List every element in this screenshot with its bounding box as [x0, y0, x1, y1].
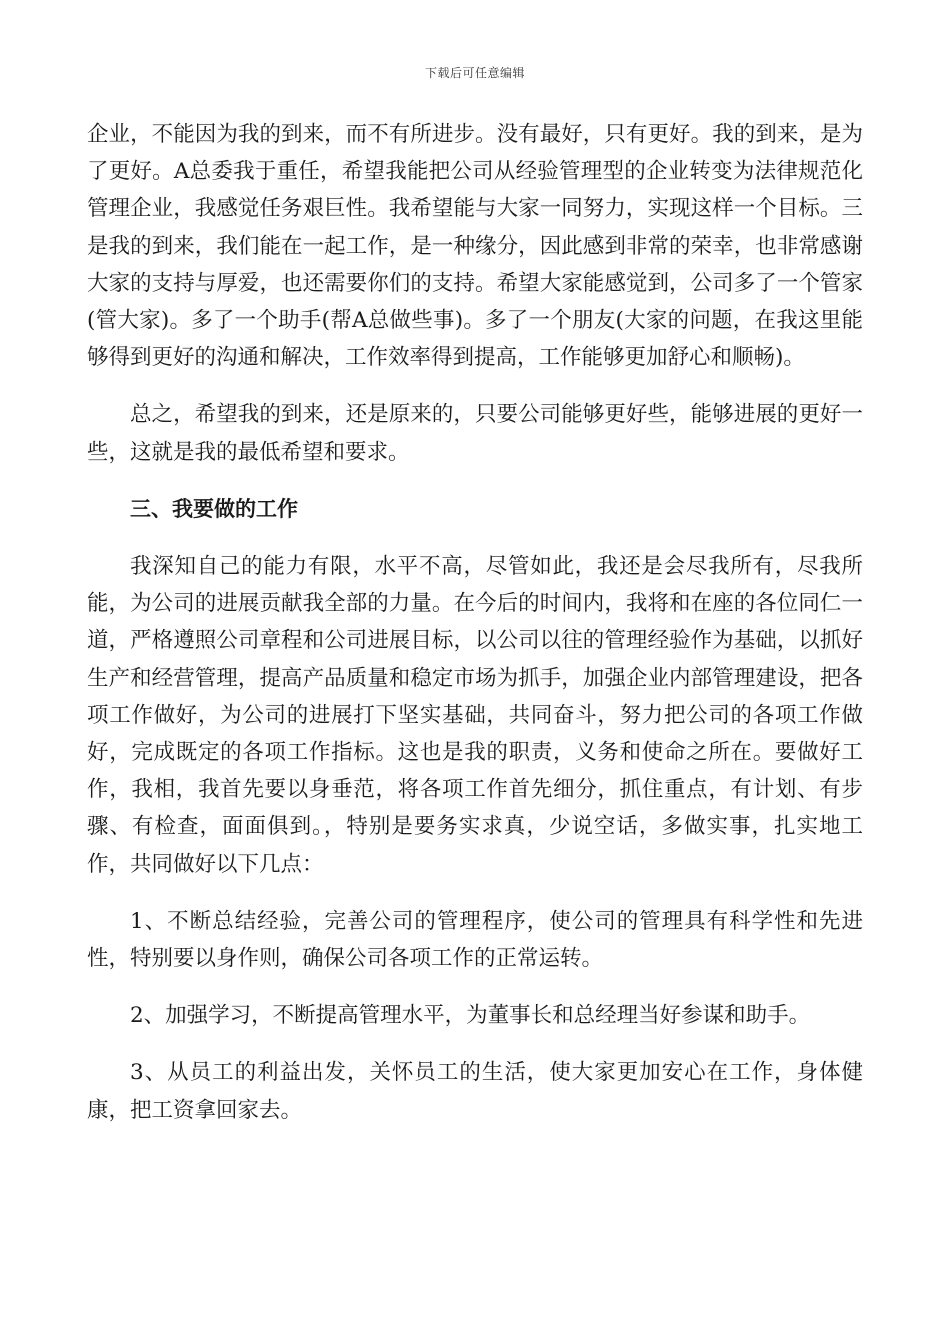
document-body [87, 116, 863, 1149]
header-note: 下载后可任意编辑 [424, 66, 525, 80]
list-item-2: 2、加强学习，不断提高管理水平，为董事长和总经理当好参谋和助手。 [130, 1003, 811, 1029]
list-item-1: 1、不断总结经验，完善公司的管理程序，使公司的管理具有科学性和先进性，特别要以身作则，确保公司各项工作的正常运转。 [87, 908, 863, 972]
list-item-3: 3、从员工的利益出发，关怀员工的生活，使大家更加安心在工作，身体健康，把工资拿回家去。 [87, 1060, 863, 1123]
paragraph-work-plan: 我深知自己的能力有限，水平不高，尽管如此，我还是会尽我所有，尽我所能，为公司的进展贡献我全部的力量。在今后的时间内，我将和在座的各位同仁一道，严格遵照公司章程和公司进展目标，以公司以往的管理经验作为基础，以抓好生产和经营管理，提高产品质量和稳定市场为抓手，加强企业内部管理建设，把各项工作做好，为公司的进展打下坚实基础，共同奋斗，努力把公司的各项工作做好，完成既定的各项工作指标。这也是我的职责，义务和使命之所在。要做好工作，我相，我首先要以身垂范，将各项工作首先细分，抓住重点，有计划、有步骤、有检查，面面俱到。，特别是要务实求真，少说空话，多做实事，扎实地工作，共同做好以下几点： [87, 554, 863, 877]
section-heading: 三、我要做的工作 [130, 496, 298, 521]
paragraph-summary: 总之，希望我的到来，还是原来的，只要公司能够更好些，能够进展的更好一些，这就是我的最低希望和要求。 [87, 402, 863, 465]
paragraph-continuation: 企业，不能因为我的到来，而不有所进步。没有最好，只有更好。我的到来，是为了更好。A总委我于重任，希望我能把公司从经验管理型的企业转变为法律规范化管理企业，我感觉任务艰巨性。我希望能与大家一同努力，实现这样一个目标。三是我的到来，我们能在一起工作，是一种缘分，因此感到非常的荣幸，也非常感谢大家的支持与厚爱，也还需要你们的支持。希望大家能感觉到，公司多了一个管家(管大家)。多了一个助手(帮A总做些事)。多了一个朋友(大家的问题，在我这里能够得到更好的沟通和解决，工作效率得到提高，工作能够更加舒心和顺畅)。 [87, 122, 863, 371]
